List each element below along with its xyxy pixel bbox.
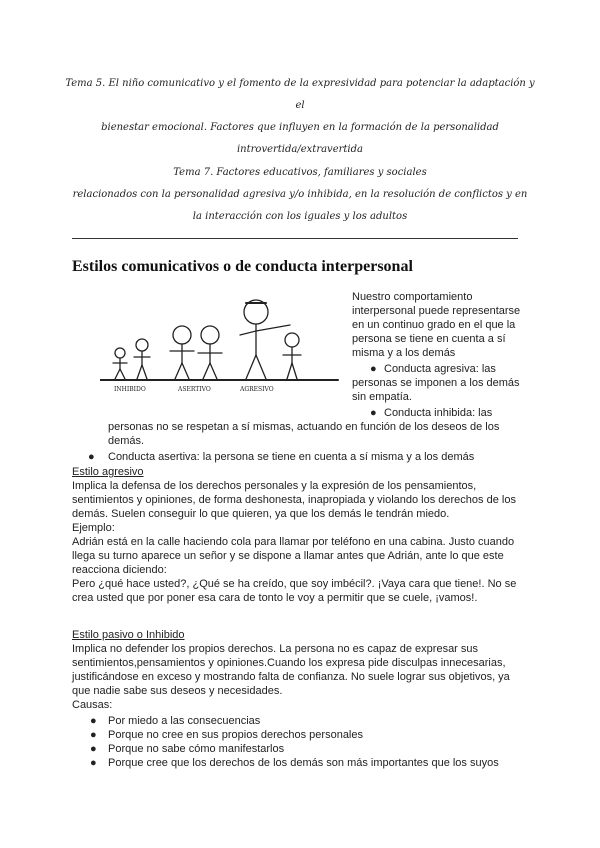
stick-figures-illustration	[100, 285, 340, 405]
intro-paragraph	[352, 290, 552, 360]
bullet-icon: ●	[90, 743, 97, 755]
tema5-line-3: introvertida/extravertida	[236, 144, 363, 155]
paragraph-line: Pero ¿qué hace usted?, ¿Qué se ha creído, que soy imbécil?. ¡Vaya cara que tiene!. No se	[72, 578, 517, 590]
tema5-line-2: bienestar emocional. Factores que influyen en la formación de la personalidad	[101, 122, 499, 133]
conducta-inhibida-line: personas no se respetan a sí mismas, actuando en función de los deseos de los	[108, 421, 500, 433]
causa-text: Porque no sabe cómo manifestarlos	[108, 743, 285, 755]
conducta-asertiva-line: Conducta asertiva: la persona se tiene en cuenta a sí misma y a los demás	[108, 451, 475, 463]
ejemplo-label: Ejemplo:	[72, 522, 115, 534]
intro-line: Nuestro comportamiento	[352, 291, 473, 303]
bullet-icon: ●	[90, 757, 97, 769]
causa-item	[90, 728, 363, 742]
conducta-agresiva-line: Conducta agresiva: las	[384, 363, 496, 375]
causa-item	[90, 742, 284, 756]
bullet-icon: ●	[370, 407, 377, 419]
paragraph-line: demás. Suelen conseguir lo que quieren, ya que los demás le tendrán miedo.	[72, 508, 450, 520]
paragraph-line: sentimientos y opiniones, de forma deshonesta, inapropiada y violando los derechos de los	[72, 494, 516, 506]
bullet-icon: ●	[90, 715, 97, 727]
conducta-inhibida-line: demás.	[108, 435, 145, 447]
intro-line: misma y a los demás	[352, 347, 456, 359]
conducta-agresiva-item	[370, 362, 496, 376]
causa-item	[90, 756, 499, 770]
causas-label: Causas:	[72, 699, 113, 711]
paragraph-line: llega su turno aparece un señor y se dispone a llamar antes que Adrián, ante lo que este	[72, 550, 504, 562]
intro-line: en un continuo grado en el que la	[352, 319, 516, 331]
causa-text: Porque cree que los derechos de los demás son más importantes que los suyos	[108, 757, 499, 769]
bullet-icon: ●	[88, 451, 95, 463]
paragraph-line: que nadie sabe sus deseos y necesidades.	[72, 685, 283, 697]
intro-line: interpersonal puede representarse	[352, 305, 521, 317]
tema5-title	[60, 73, 540, 161]
estilo-agresivo-section	[72, 465, 532, 605]
estilo-agresivo-heading: Estilo agresivo	[72, 466, 144, 478]
horizontal-rule	[72, 238, 518, 239]
tema7-line-2: relacionados con la personalidad agresiva y/o inhibida, en la resolución de conflictos y en	[72, 189, 528, 200]
conducta-agresiva-line: sin empatía.	[352, 391, 412, 403]
estilo-pasivo-heading: Estilo pasivo o Inhibido	[72, 629, 185, 641]
tema7-line-3: la interacción con los iguales y los adultos	[192, 211, 408, 222]
paragraph-line: Implica no defender los propios derechos. La persona no es capaz de expresar sus	[72, 643, 479, 655]
paragraph-line: crea usted que por poner esa cara de tonto le voy a permitir que se cuele, ¡vamos!.	[72, 592, 478, 604]
label-agresivo: AGRESIVO	[240, 386, 274, 393]
causa-item	[90, 714, 260, 728]
section-title: Estilos comunicativos o de conducta interpersonal	[72, 258, 413, 275]
paragraph-line: sentimientos,pensamientos y opiniones.Cuando los expresa pide disculpas innecesarias,	[72, 657, 506, 669]
tema7-line-1: Tema 7. Factores educativos, familiares y sociales	[173, 167, 427, 178]
causa-text: Porque no cree en sus propios derechos personales	[108, 729, 363, 741]
paragraph-line: justificándose en exceso y mostrando falta de confianza. No suele lograr sus objetivos, ya	[72, 671, 510, 683]
tema5-line-1: Tema 5. El niño comunicativo y el fomento de la expresividad para potenciar la adaptación y el	[65, 78, 535, 111]
conducta-inhibida-item	[370, 406, 492, 420]
bullet-icon: ●	[90, 729, 97, 741]
paragraph-line: reacciona diciendo:	[72, 564, 167, 576]
conducta-agresiva-line: personas se imponen a los demás	[352, 377, 520, 389]
paragraph-line: Implica la defensa de los derechos personales y la expresión de los pensamientos,	[72, 480, 477, 492]
bullet-icon: ●	[370, 363, 377, 375]
intro-line: persona se tiene en cuenta a sí	[352, 333, 506, 345]
conducta-inhibida-line: Conducta inhibida: las	[384, 407, 493, 419]
label-asertivo: ASERTIVO	[178, 386, 211, 393]
conducta-asertiva-item	[88, 450, 474, 464]
label-inhibido: INHIBIDO	[114, 386, 146, 393]
causa-text: Por miedo a las consecuencias	[108, 715, 261, 727]
estilo-pasivo-section	[72, 628, 532, 712]
paragraph-line: Adrián está en la calle haciendo cola para llamar por teléfono en una cabina. Justo cuando	[72, 536, 515, 548]
tema7-title	[60, 162, 540, 228]
